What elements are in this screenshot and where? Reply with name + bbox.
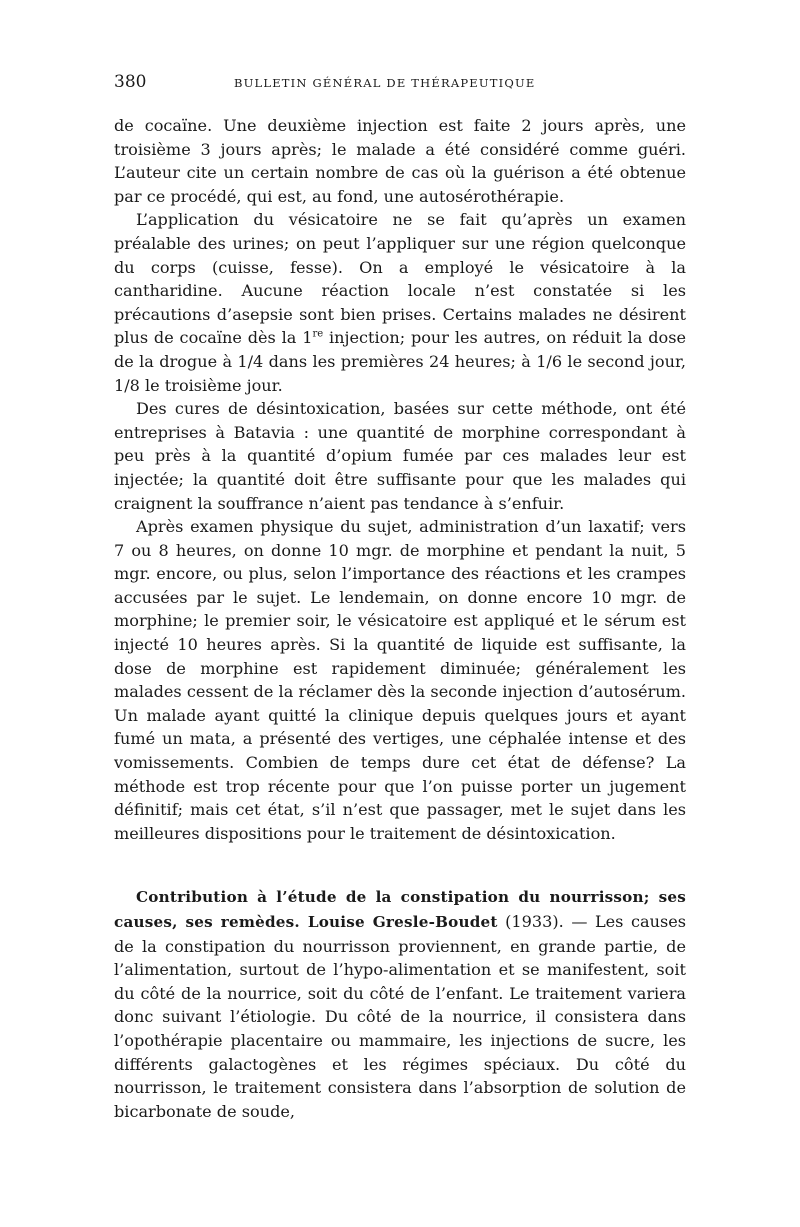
running-header <box>114 72 686 102</box>
section-text: Les causes de la constipation du nourrisson proviennent, en grande partie, de l’alimentation, surtout de l’hypo-alimentation et se manifestent, soit du côté de la nourrice, soit du côté de l’enfant. Le traitement variera donc suivant l’étiologie. Du côté de la nourrice, il consistera dans l’opothérapie placentaire ou mammaire, les injections de sucre, les différents galactogènes et les régimes spéciaux. Du côté du nourrisson, le traitement consistera dans l’absorption de solution de bicarbonate de soude, <box>114 912 687 1121</box>
running-title: BULLETIN GÉNÉRAL DE THÉRAPEUTIQUE <box>234 76 536 90</box>
paragraph-2-text-after: injection; pour les autres, on réduit la dose de la drogue à 1/4 dans les premières 24 heures; à 1/6 le second jour, 1/8 le troisième jour. <box>114 328 686 395</box>
paragraph-4: Après examen physique du sujet, administration d’un laxatif; vers 7 ou 8 heures, on donne 10 mgr. de morphine et pendant la nuit, 5 mgr. encore, ou plus, selon l’importance des réactions et les crampes accusées par le sujet. Le lendemain, on donne encore 10 mgr. de morphine; le premier soir, le vésicatoire est appliqué et le sérum est injecté 10 heures après. Si la quantité de liquide est suffisante, la dose de morphine est rapidement diminuée; généralement les malades cessent de la réclamer dès la seconde injection d’autosérum. Un malade ayant quitté la clinique depuis quelques jours et ayant fumé un mata, a présenté des vertiges, une céphalée intense et des vomissements. Combien de temps dure cet état de défense? La méthode est trop récente pour que l’on puisse porter un jugement définitif; mais cet état, s’il n’est que passager, met le sujet dans les meilleures dispositions pour le traitement de désintoxication. <box>114 517 686 843</box>
paragraph-1: de cocaïne. Une deuxième injection est faite 2 jours après, une troisième 3 jours après; le malade a été considéré comme guéri. L’auteur cite un certain nombre de cas où la guérison a été obtenue par ce procédé, qui est, au fond, une autosérothérapie. <box>114 116 686 206</box>
section-year: (1933). — <box>497 912 595 931</box>
ordinal-superscript: re <box>312 328 324 340</box>
body-text <box>114 114 686 1123</box>
paragraph-2-text-before: L’application du vésicatoire ne se fait qu’après un examen préalable des urines; on peut l’appliquer sur une région quelconque du corps (cuisse, fesse). On a employé le vésicatoire à la cantharidine. Aucune réaction locale n’est constatée si les précautions d’asepsie sont bien prises. Certains malades ne désirent plus de cocaïne dès la 1 <box>114 210 686 348</box>
document-page <box>114 72 686 1123</box>
section-heading: Contribution à l’étude de la constipation du nourrisson; ses causes, ses remèdes. Louise Gresle-Boudet <box>114 888 686 931</box>
review-section <box>114 885 686 1123</box>
page-number: 380 <box>114 72 147 92</box>
paragraph-3: Des cures de désintoxication, basées sur cette méthode, ont été entreprises à Batavia : une quantité de morphine correspondant à peu près à la quantité d’opium fumée par ces malades leur est injectée; la quantité doit être suffisante pour que les malades qui craignent la souffrance n’aient pas tendance à s’enfuir. <box>114 399 686 513</box>
paragraph-2 <box>114 208 686 397</box>
